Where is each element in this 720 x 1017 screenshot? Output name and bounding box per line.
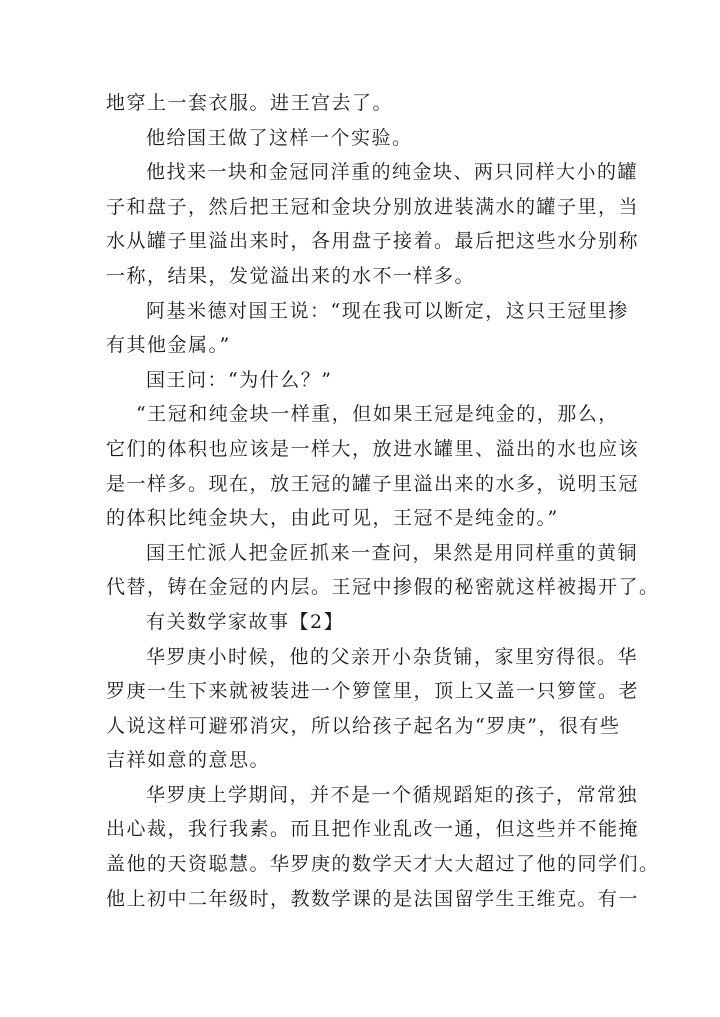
text-line: 华罗庚上学期间，并不是一个循规蹈矩的孩子，常常独	[146, 783, 639, 806]
text-line: 它们的体积也应该是一样大，放进水罐里、溢出的水也应该	[106, 437, 640, 460]
text-line: 吉祥如意的意思。	[106, 749, 271, 772]
text-line: 人说这样可避邪消灾，所以给孩子起名为“罗庚”，很有些	[106, 714, 621, 737]
text-line: 他找来一块和金冠同洋重的纯金块、两只同样大小的罐	[146, 161, 639, 184]
text-line: 代替，铸在金冠的内层。王冠中掺假的秘密就这样被揭开了。	[106, 576, 660, 599]
text-line: “王冠和纯金块一样重，但如果王冠是纯金的，那么，	[136, 403, 619, 426]
text-line: 华罗庚小时候，他的父亲开小杂货铺，家里穷得很。华	[146, 645, 639, 668]
text-line: 阿基米德对国王说：“现在我可以断定，这只王冠里掺	[146, 299, 629, 322]
text-line: 盖他的天资聪慧。华罗庚的数学天才大大超过了他的同学们。	[106, 853, 660, 876]
text-line: 的体积比纯金块大，由此可见，王冠不是纯金的。”	[106, 507, 559, 530]
text-line: 地穿上一套衣服。进王宫去了。	[106, 92, 394, 114]
text-line: 国王问：“为什么？”	[146, 368, 333, 391]
text-line: 出心裁，我行我素。而且把作业乱改一通，但这些并不能掩	[106, 818, 640, 841]
text-line: 水从罐子里溢出来时，各用盘子接着。最后把这些水分别称	[106, 230, 640, 253]
text-line: 罗庚一生下来就被装进一个箩筐里，顶上又盖一只箩筐。老	[106, 680, 640, 703]
text-line: 子和盘子，然后把王冠和金块分别放进装满水的罐子里，当	[106, 195, 640, 218]
text-line: 国王忙派人把金匠抓来一查问，果然是用同样重的黄铜	[146, 541, 639, 564]
body-text	[106, 86, 660, 916]
text-line: 一称，结果，发觉溢出来的水不一样多。	[106, 264, 476, 287]
text-line: 有关数学家故事【2】	[146, 610, 345, 633]
text-line: 他给国王做了这样一个实验。	[146, 126, 413, 149]
text-line: 有其他金属。”	[106, 334, 231, 357]
text-line: 是一样多。现在，放王冠的罐子里溢出来的水多，说明玉冠	[106, 472, 640, 495]
text-line: 他上初中二年级时，教数学课的是法国留学生王维克。有一	[106, 887, 640, 910]
